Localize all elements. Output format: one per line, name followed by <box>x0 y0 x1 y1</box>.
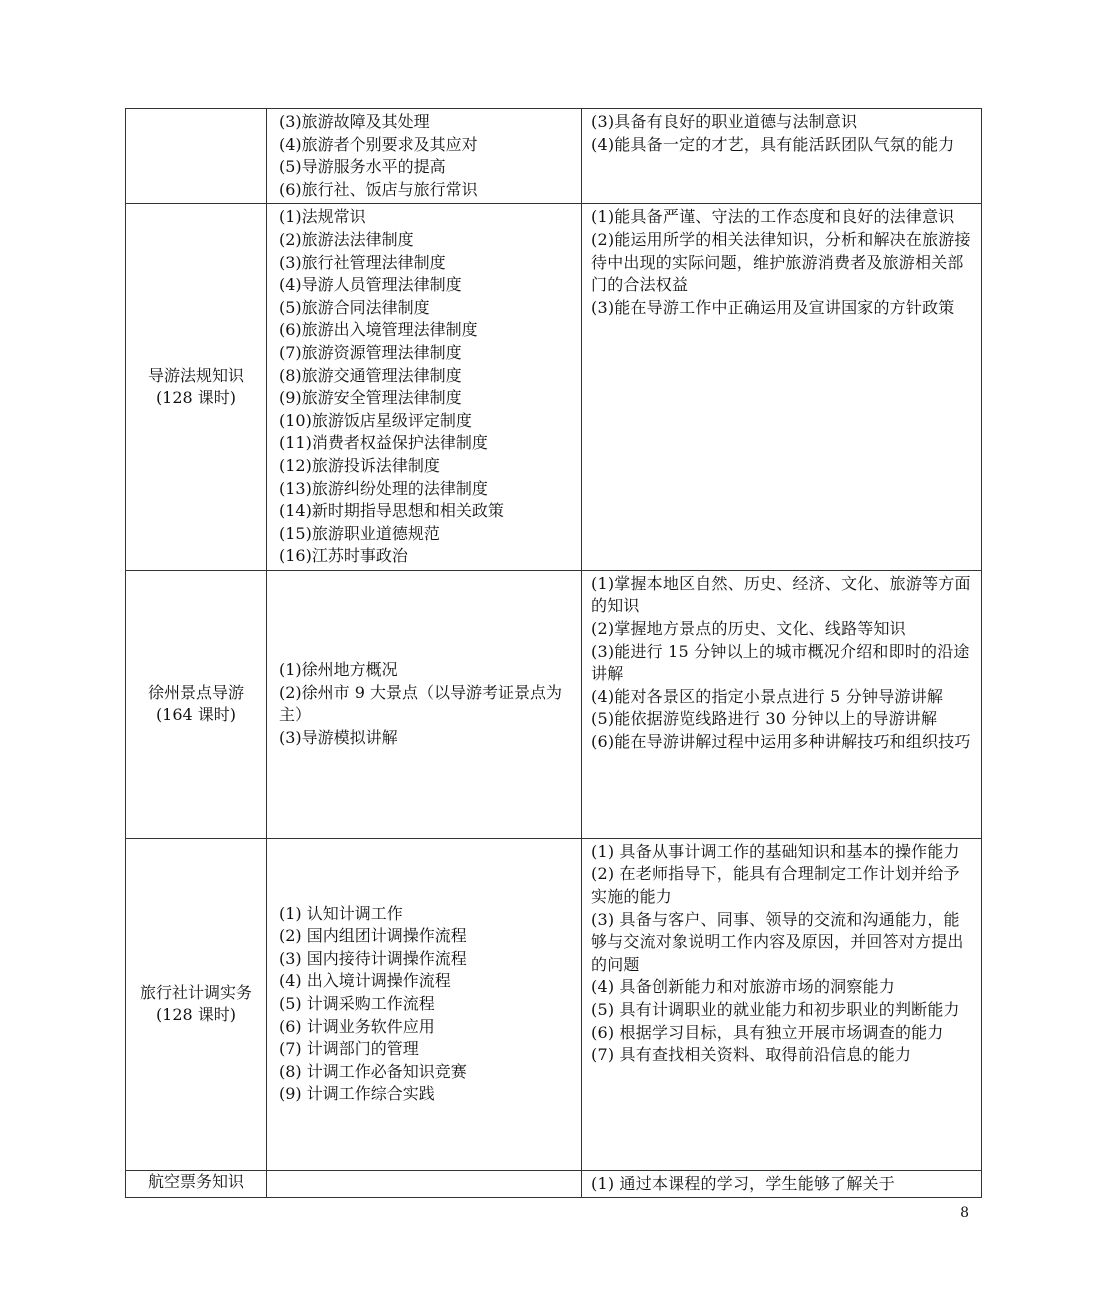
course-cell <box>126 570 267 838</box>
content-item: (5)导游服务水平的提高 <box>279 157 446 177</box>
requirements-cell <box>582 204 982 571</box>
content-cell <box>267 838 582 1170</box>
requirement-item: (3) 具备与客户、同事、领导的交流和沟通能力，能够与交流对象说明工作内容及原因，并回答对方提出的问题 <box>591 909 964 974</box>
content-item: (10)旅游饭店星级评定制度 <box>279 410 472 430</box>
requirement-item: (4)能具备一定的才艺，具有能活跃团队气氛的能力 <box>591 134 955 154</box>
course-cell <box>126 838 267 1170</box>
content-item: (13)旅游纠纷处理的法律制度 <box>279 478 488 498</box>
table-row <box>126 1170 982 1198</box>
course-hours: (164 课时) <box>155 705 237 725</box>
content-item: (5) 计调采购工作流程 <box>279 994 435 1014</box>
content-item: (9)旅游安全管理法律制度 <box>279 388 462 408</box>
table-row <box>126 109 982 204</box>
content-item: (8) 计调工作必备知识竞赛 <box>279 1061 467 1081</box>
course-name: 徐州景点导游 <box>147 682 244 702</box>
requirement-item: (7) 具有查找相关资料、取得前沿信息的能力 <box>591 1045 912 1065</box>
content-item: (2)旅游法法律制度 <box>279 229 414 249</box>
content-item: (3) 国内接待计调操作流程 <box>279 948 467 968</box>
content-item: (6)旅行社、饭店与旅行常识 <box>279 179 478 199</box>
requirement-item: (2)掌握地方景点的历史、文化、线路等知识 <box>591 619 906 639</box>
content-item: (16)江苏时事政治 <box>279 546 408 566</box>
content-item: (1)法规常识 <box>279 207 366 227</box>
course-hours: (128 课时) <box>155 388 237 408</box>
requirement-item: (3)能在导游工作中正确运用及宣讲国家的方针政策 <box>591 297 955 317</box>
requirement-item: (5) 具有计调职业的就业能力和初步职业的判断能力 <box>591 1000 960 1020</box>
content-item: (7) 计调部门的管理 <box>279 1039 419 1059</box>
requirements-cell <box>582 109 982 204</box>
requirement-item: (5)能依据游览线路进行 30 分钟以上的导游讲解 <box>591 709 938 729</box>
content-item: (1) 认知计调工作 <box>279 903 403 923</box>
requirement-item: (1)能具备严谨、守法的工作态度和良好的法律意识 <box>591 207 955 227</box>
requirement-item: (1) 通过本课程的学习，学生能够了解关于 <box>591 1173 895 1193</box>
content-item: (3)旅行社管理法律制度 <box>279 252 446 272</box>
content-item: (9) 计调工作综合实践 <box>279 1084 435 1104</box>
content-item: (4)导游人员管理法律制度 <box>279 275 462 295</box>
requirement-item: (4)能对各景区的指定小景点进行 5 分钟导游讲解 <box>591 686 944 706</box>
content-item: (7)旅游资源管理法律制度 <box>279 342 462 362</box>
course-name: 航空票务知识 <box>147 1171 244 1191</box>
course-cell <box>126 1170 267 1198</box>
requirement-item: (2)能运用所学的相关法律知识，分析和解决在旅游接待中出现的实际问题，维护旅游消费者及旅游相关部门的合法权益 <box>591 229 971 295</box>
requirement-item: (3)具备有良好的职业道德与法制意识 <box>591 112 858 131</box>
course-cell <box>126 204 267 571</box>
requirement-item: (6)能在导游讲解过程中运用多种讲解技巧和组织技巧 <box>591 732 971 752</box>
content-cell <box>267 1170 582 1198</box>
content-item: (5)旅游合同法律制度 <box>279 297 430 317</box>
content-item: (3)导游模拟讲解 <box>279 727 398 747</box>
content-item: (3)旅游故障及其处理 <box>279 112 430 131</box>
requirement-item: (1) 具备从事计调工作的基础知识和基本的操作能力 <box>591 841 960 861</box>
content-cell <box>267 204 582 571</box>
course-hours: (128 课时) <box>155 1005 237 1025</box>
table-row <box>126 570 982 838</box>
requirement-item: (1)掌握本地区自然、历史、经济、文化、旅游等方面的知识 <box>591 573 971 616</box>
requirement-item: (6) 根据学习目标，具有独立开展市场调查的能力 <box>591 1022 944 1042</box>
content-cell <box>267 570 582 838</box>
course-cell <box>126 109 267 204</box>
requirements-cell <box>582 570 982 838</box>
content-item: (2)徐州市 9 大景点（以导游考证景点为主） <box>279 682 563 725</box>
content-item: (4)旅游者个别要求及其应对 <box>279 134 478 154</box>
course-name: 导游法规知识 <box>147 365 244 385</box>
requirement-item: (4) 具备创新能力和对旅游市场的洞察能力 <box>591 977 895 997</box>
content-item: (6) 计调业务软件应用 <box>279 1016 435 1036</box>
course-name: 旅行社计调实务 <box>139 982 252 1002</box>
content-cell <box>267 109 582 204</box>
page-number: 8 <box>960 1205 969 1221</box>
table-row <box>126 838 982 1170</box>
requirement-item: (2) 在老师指导下，能具有合理制定工作计划并给予实施的能力 <box>591 864 960 907</box>
content-item: (8)旅游交通管理法律制度 <box>279 365 462 385</box>
content-item: (14)新时期指导思想和相关政策 <box>279 501 504 521</box>
content-item: (2) 国内组团计调操作流程 <box>279 926 467 946</box>
requirement-item: (3)能进行 15 分钟以上的城市概况介绍和即时的沿途讲解 <box>591 641 970 684</box>
content-item: (6)旅游出入境管理法律制度 <box>279 320 478 340</box>
content-item: (15)旅游职业道德规范 <box>279 523 440 543</box>
content-item: (1)徐州地方概况 <box>279 660 398 680</box>
requirements-cell <box>582 838 982 1170</box>
content-item: (4) 出入境计调操作流程 <box>279 971 451 991</box>
table-row <box>126 204 982 571</box>
curriculum-table <box>125 108 982 1198</box>
content-item: (12)旅游投诉法律制度 <box>279 455 440 475</box>
content-item: (11)消费者权益保护法律制度 <box>279 433 488 453</box>
requirements-cell <box>582 1170 982 1198</box>
